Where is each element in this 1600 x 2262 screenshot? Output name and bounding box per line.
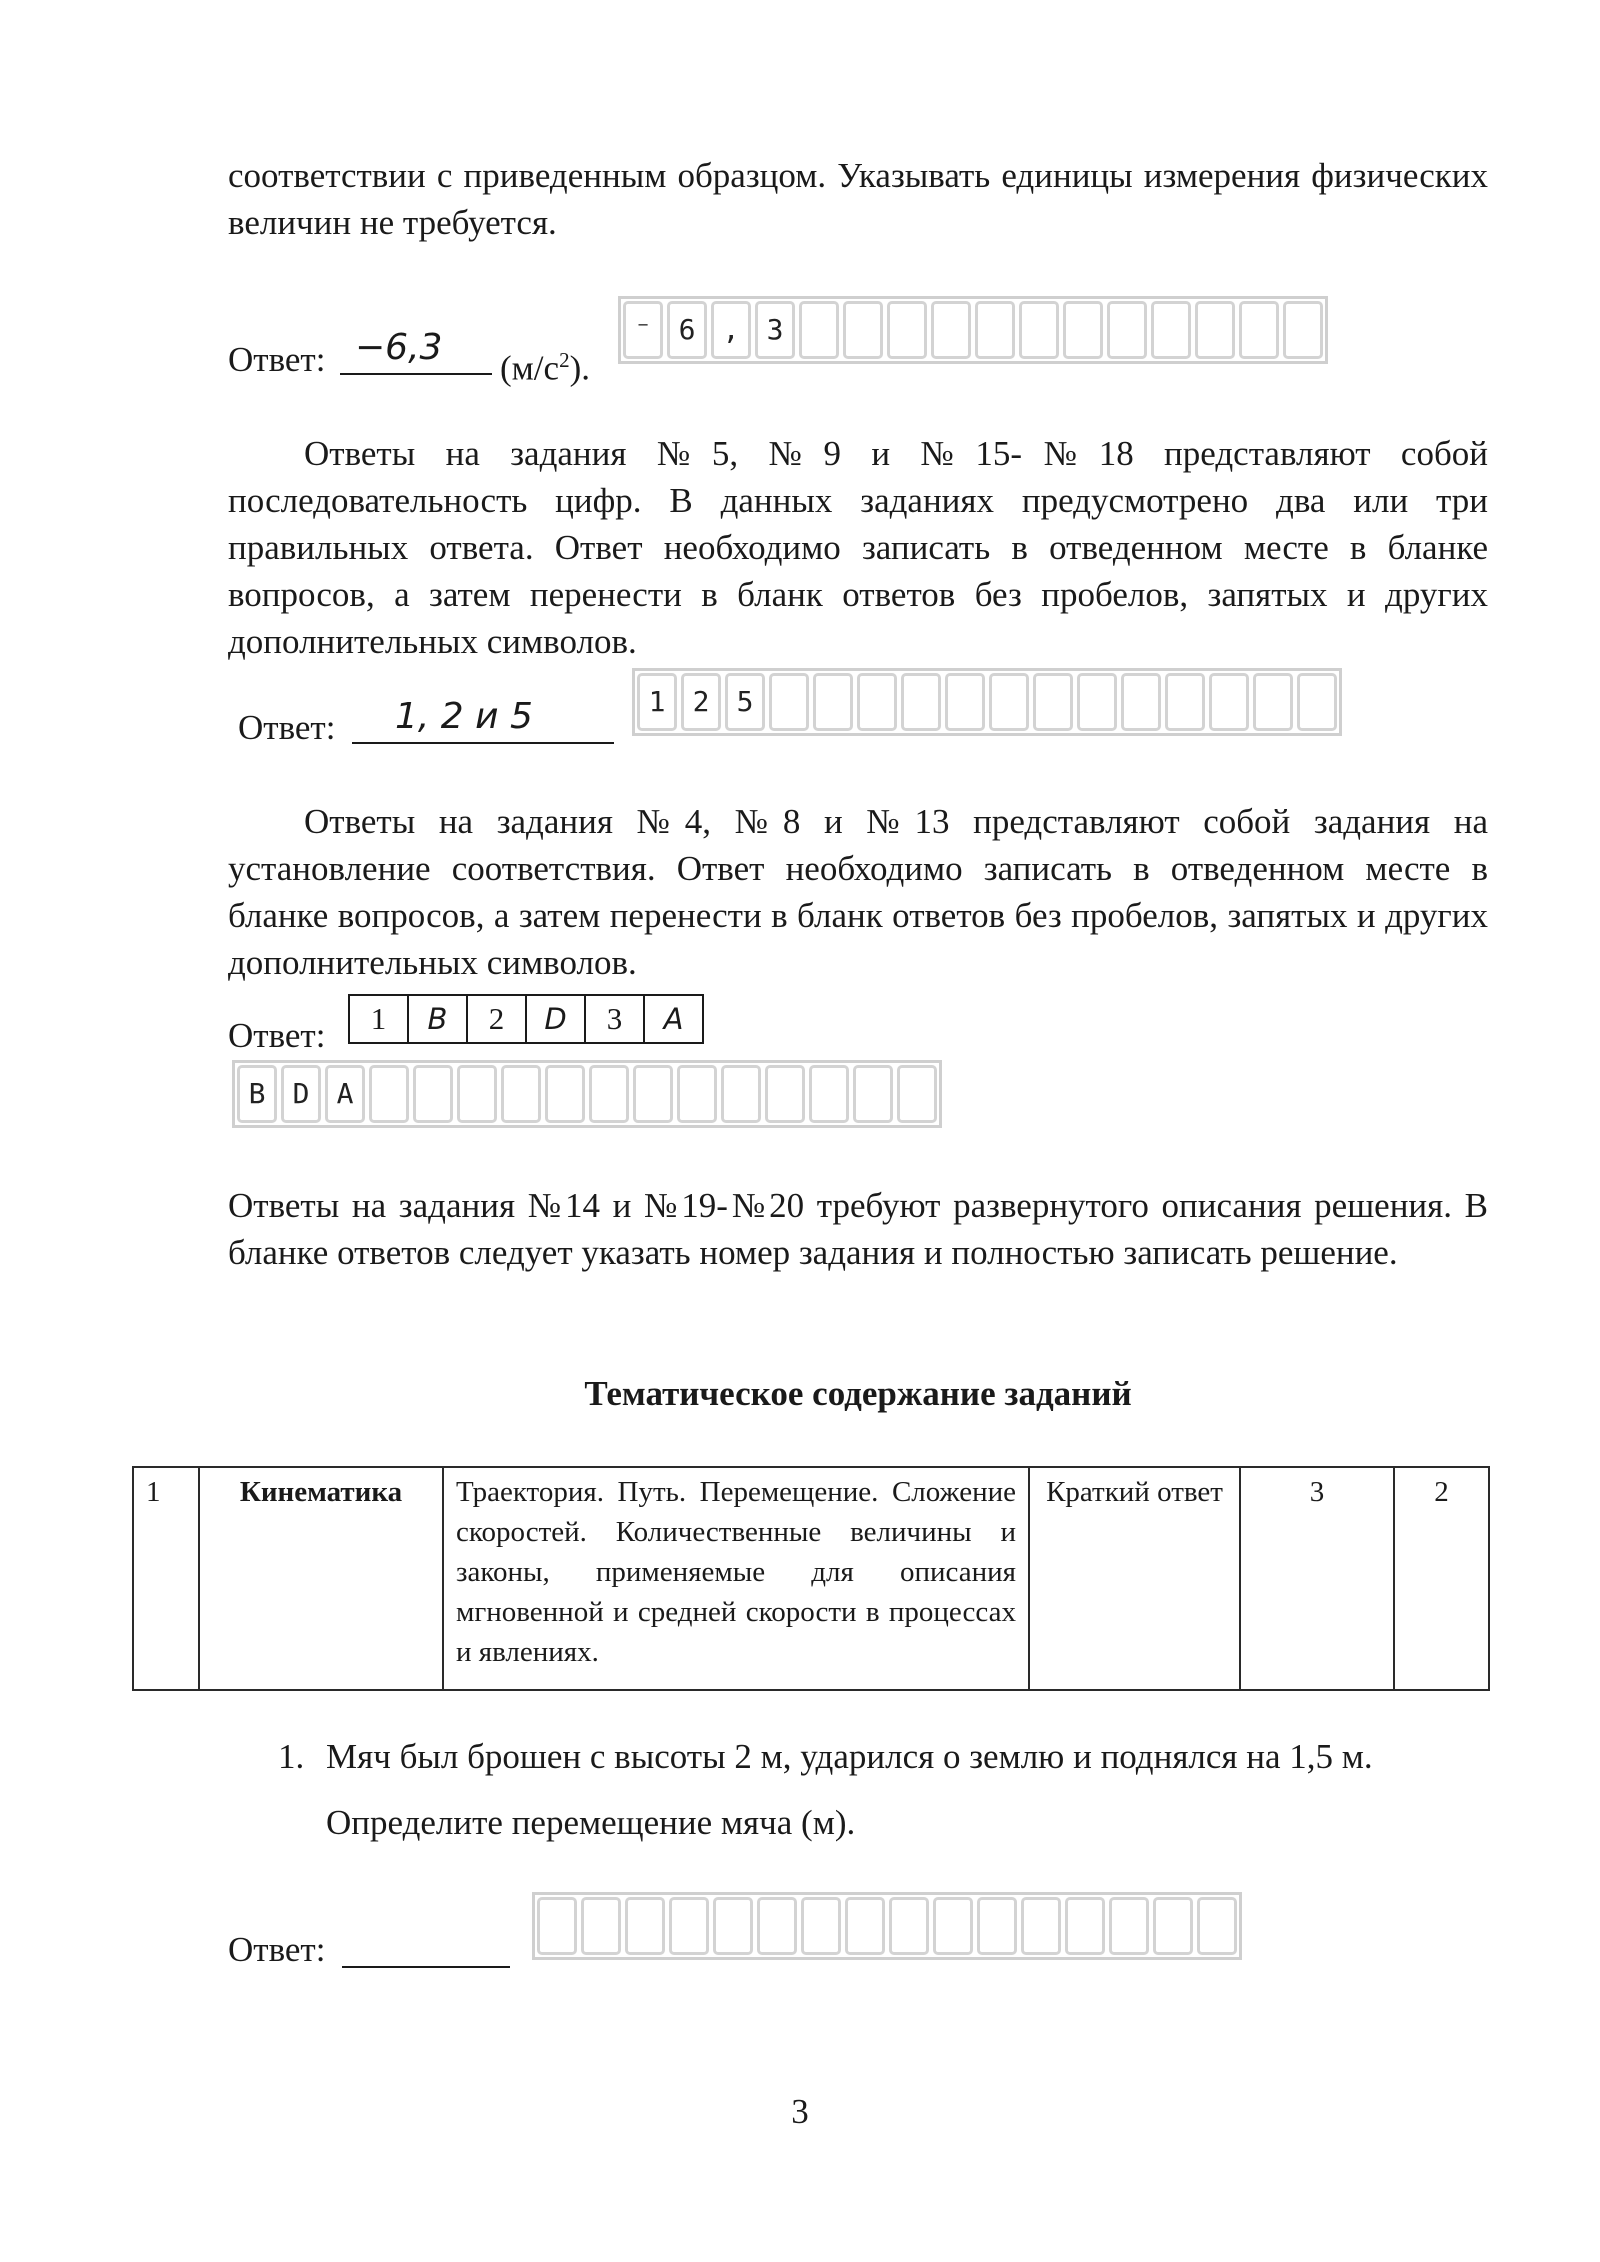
handwritten-answer: 1, 2 и 5 [395,696,533,737]
answer-cell [457,1065,497,1123]
task-1 [270,1724,1490,1856]
answer-cell [669,1897,709,1955]
paragraph-extended-tasks: Ответы на задания №14 и №19-№20 требуют развернутого описания решения. В бланке ответов следует указать номер задания и полностью записать решение. [228,1186,1488,1272]
answer-underline [352,742,614,744]
answer-cell [625,1897,665,1955]
answer-label: Ответ: [228,1016,326,1055]
answer-cell [1033,673,1073,731]
answer-cell [545,1065,585,1123]
answer-cell [897,1065,937,1123]
answer-cell [1121,673,1161,731]
answer-cell [853,1065,893,1123]
answer-cell [581,1897,621,1955]
answer-cell: 6 [667,301,707,359]
answer-cell [799,301,839,359]
answer-cell [1019,301,1059,359]
answer-cell [801,1897,841,1955]
answer-cell: 2 [681,673,721,731]
topic-content: Траектория. Путь. Перемещение. Сложение скоростей. Количественные величины и законы, применяемые для описания мгновенной и средней скорости в процессах и явлениях. [443,1467,1029,1690]
task-text: Мяч был брошен с высоты 2 м, ударился о землю и поднялся на 1,5 м. Определите перемещение мяча (м). [326,1737,1373,1842]
answer-cell [501,1065,541,1123]
answer-cell [677,1065,717,1123]
page-number: 3 [791,2092,809,2131]
answer-cell: B [237,1065,277,1123]
answer-cell [1209,673,1249,731]
answer-cell [721,1065,761,1123]
answer-cell [413,1065,453,1123]
topic-number: 1 [133,1467,199,1690]
topic-table [132,1466,1490,1691]
answer-cell [809,1065,849,1123]
answer-cell [1197,1897,1237,1955]
matching-cell: 3 [586,996,645,1042]
matching-cell: A [663,1002,684,1036]
answer-form-grid [532,1892,1242,1960]
task-number: 1. [278,1737,305,1776]
table-row [133,1467,1489,1690]
answer-cell [1063,301,1103,359]
answer-cell [857,673,897,731]
paragraph-matching-tasks: Ответы на задания №4, №8 и №13 представляют собой задания на установление соответствия. Ответ необходимо записать в отведенном месте в бланке вопросов, а затем перенести в бланк ответов без пробелов, запятых и других дополнительных символов. [228,802,1488,982]
answer-cell [945,673,985,731]
answer-cell [1021,1897,1061,1955]
answer-cell [1253,673,1293,731]
answer-cell [931,301,971,359]
answer-cell: ⁻ [623,301,663,359]
answer-cell [1077,673,1117,731]
answer-cell [589,1065,629,1123]
matching-cell: 1 [350,996,409,1042]
answer-form-grid [618,296,1328,364]
answer-label: Ответ: [228,1930,326,1969]
section-title: Тематическое содержание заданий [584,1374,1132,1413]
topic-col-6: 2 [1394,1467,1489,1690]
answer-cell [933,1897,973,1955]
topic-name: Кинематика [199,1467,443,1690]
answer-cell: , [711,301,751,359]
answer-cell [1153,1897,1193,1955]
answer-label: Ответ: [228,340,326,379]
answer-cell [843,301,883,359]
answer-underline [340,373,492,375]
answer-form-grid [632,668,1342,736]
answer-cell: 1 [637,673,677,731]
answer-label: Ответ: [238,708,336,747]
answer-cell [1109,1897,1149,1955]
paragraph-sequence-tasks: Ответы на задания №5, №9 и №15-№18 представляют собой последовательность цифр. В данных заданиях предусмотрено два или три правильных ответа. Ответ необходимо записать в отведенном месте в бланке вопросов, а затем перенести в бланк ответов без пробелов, запятых и других дополнительных символов. [228,434,1488,661]
answer-cell [813,673,853,731]
answer-cell [369,1065,409,1123]
answer-cell: D [281,1065,321,1123]
matching-cell: 2 [468,996,527,1042]
answer-cell [1151,301,1191,359]
answer-cell [1065,1897,1105,1955]
answer-underline [342,1966,510,1968]
answer-cell [887,301,927,359]
answer-cell [889,1897,929,1955]
answer-cell [1195,301,1235,359]
answer-cell [1297,673,1337,731]
answer-cell [1283,301,1323,359]
matching-cell: B [409,996,468,1042]
answer-cell [977,1897,1017,1955]
unit-label: $(м/с^2)$. [500,348,590,388]
answer-cell: 3 [755,301,795,359]
answer-cell: A [325,1065,365,1123]
handwritten-answer: −6,3 [355,327,443,368]
matching-answer-table [348,994,704,1044]
answer-cell [989,673,1029,731]
topic-col-5: 3 [1240,1467,1394,1690]
answer-cell [1165,673,1205,731]
answer-cell [537,1897,577,1955]
answer-cell [757,1897,797,1955]
answer-cell [975,301,1015,359]
answer-cell [901,673,941,731]
answer-cell: 5 [725,673,765,731]
answer-cell [1107,301,1147,359]
answer-cell [845,1897,885,1955]
topic-answer-type: Краткий ответ [1029,1467,1240,1690]
answer-cell [713,1897,753,1955]
answer-cell [769,673,809,731]
matching-cell: D [527,996,586,1042]
answer-cell [765,1065,805,1123]
answer-cell [633,1065,673,1123]
intro-paragraph: соответствии с приведенным образцом. Указывать единицы измерения физических величин не требуется. [228,156,1488,242]
answer-form-grid [232,1060,942,1128]
answer-cell [1239,301,1279,359]
